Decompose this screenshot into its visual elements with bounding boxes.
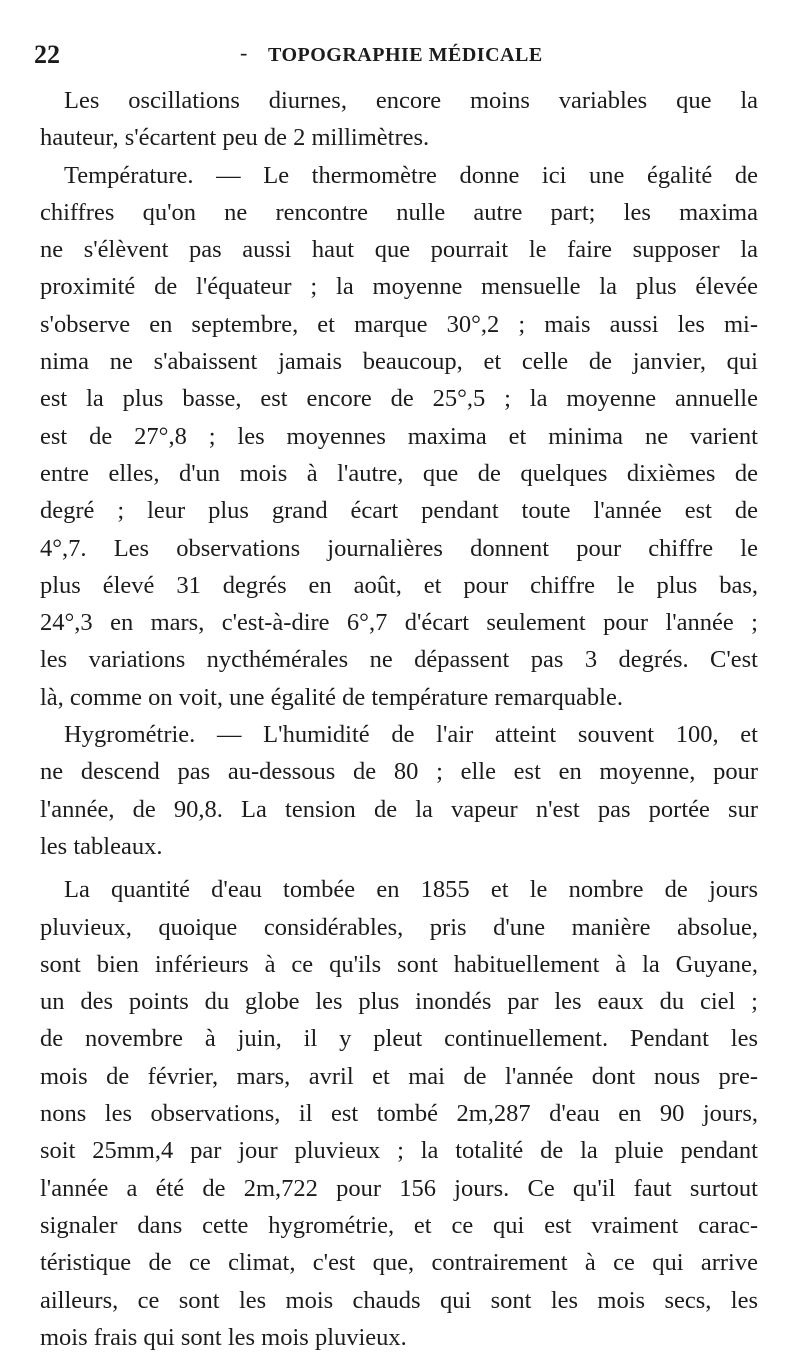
text-line: est la plus basse, est encore de 25°,5 ; la moyenne annuelle: [40, 385, 758, 413]
text-line: 4°,7. Les observations journalières donnent pour chiffre le: [40, 534, 758, 562]
running-title: TOPOGRAPHIE MÉDICALE: [268, 44, 543, 66]
header-separator: -: [240, 40, 248, 65]
text-line: l'année a été de 2m,722 pour 156 jours. Ce qu'il faut surtout: [40, 1174, 758, 1202]
text-line: nons les observations, il est tombé 2m,287 d'eau en 90 jours,: [40, 1100, 758, 1128]
text-line: les variations nycthémérales ne dépassent pas 3 degrés. C'est: [40, 646, 758, 674]
text-line: est de 27°,8 ; les moyennes maxima et minima ne varient: [40, 422, 758, 450]
text-line: mois frais qui sont les mois pluvieux.: [40, 1323, 407, 1351]
text-line: chiffres qu'on ne rencontre nulle autre part; les maxima: [40, 198, 758, 226]
text-line: degré ; leur plus grand écart pendant toute l'année est de: [40, 497, 758, 525]
text-line: Température. — Le thermomètre donne ici une égalité de: [64, 161, 758, 189]
text-line: s'observe en septembre, et marque 30°,2 ; mais aussi les mi-: [40, 310, 758, 338]
text-line: entre elles, d'un mois à l'autre, que de quelques dixièmes de: [40, 459, 758, 487]
page-number: 22: [34, 40, 60, 69]
text-line: pluvieux, quoique considérables, pris d'une manière absolue,: [40, 913, 758, 941]
text-line: de novembre à juin, il y pleut continuellement. Pendant les: [40, 1025, 758, 1053]
text-line: nima ne s'abaissent jamais beaucoup, et celle de janvier, qui: [40, 348, 758, 376]
text-line: hauteur, s'écartent peu de 2 millimètres.: [40, 124, 430, 152]
text-line: 24°,3 en mars, c'est-à-dire 6°,7 d'écart seulement pour l'année ;: [40, 609, 758, 637]
page-header: [32, 40, 772, 74]
text-line: proximité de l'équateur ; la moyenne mensuelle la plus élevée: [40, 273, 758, 301]
text-line: Les oscillations diurnes, encore moins variables que la: [64, 87, 758, 114]
text-line: soit 25mm,4 par jour pluvieux ; la totalité de la pluie pendant: [40, 1137, 758, 1165]
text-line: Hygrométrie. — L'humidité de l'air atteint souvent 100, et: [64, 721, 758, 749]
text-line: là, comme on voit, une égalité de température remarquable.: [40, 683, 623, 711]
text-line: ailleurs, ce sont les mois chauds qui sont les mois secs, les: [40, 1286, 758, 1314]
text-line: téristique de ce climat, c'est que, contrairement à ce qui arrive: [40, 1249, 758, 1277]
text-line: La quantité d'eau tombée en 1855 et le nombre de jours: [64, 876, 758, 904]
text-line: un des points du globe les plus inondés par les eaux du ciel ;: [40, 988, 758, 1016]
text-line: les tableaux.: [40, 832, 163, 860]
text-line: l'année, de 90,8. La tension de la vapeur n'est pas portée sur: [40, 795, 758, 823]
text-line: mois de février, mars, avril et mai de l'année dont nous pre-: [40, 1062, 758, 1090]
text-line: signaler dans cette hygrométrie, et ce qui est vraiment carac-: [40, 1211, 758, 1239]
body-text: [40, 82, 758, 1356]
text-line: ne s'élèvent pas aussi haut que pourrait le faire supposer la: [40, 236, 758, 264]
text-line: sont bien inférieurs à ce qu'ils sont habituellement à la Guyane,: [40, 950, 758, 978]
text-line: ne descend pas au-dessous de 80 ; elle est en moyenne, pour: [40, 758, 758, 786]
text-line: plus élevé 31 degrés en août, et pour chiffre le plus bas,: [40, 571, 758, 599]
